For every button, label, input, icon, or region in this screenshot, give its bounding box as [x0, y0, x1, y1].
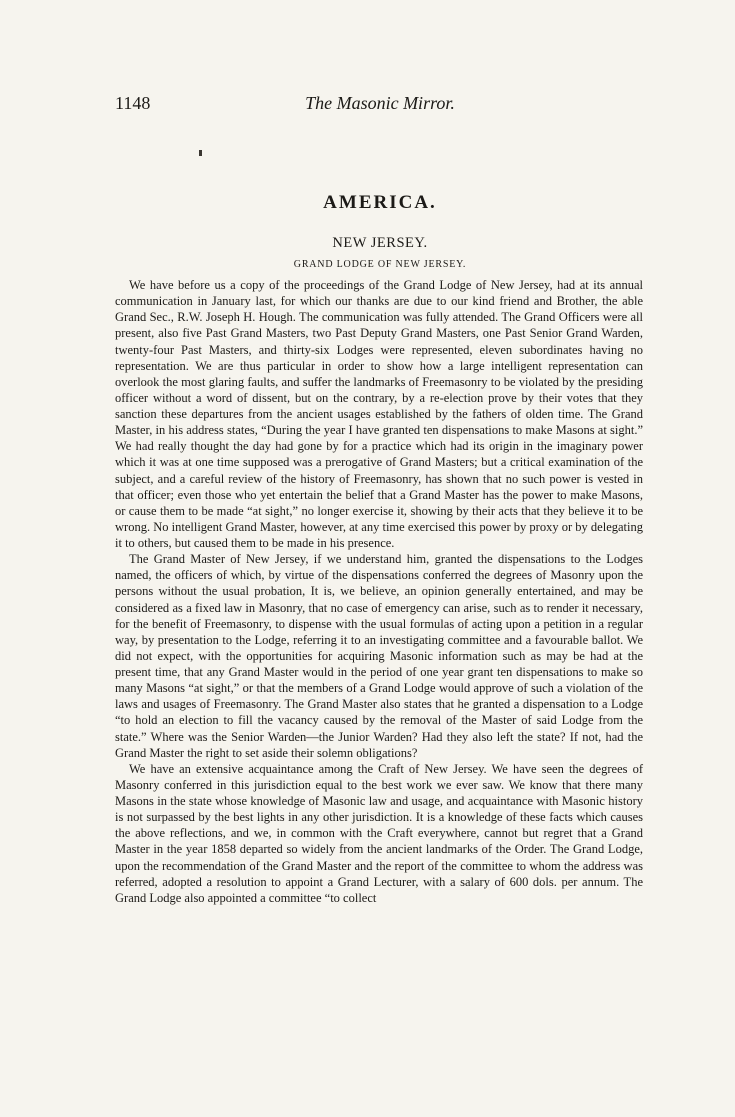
paragraph: We have before us a copy of the proceedings of the Grand Lodge of New Jersey, had at its annual communication in January last, for which our thanks are due to our kind friend and Brother, the able Grand Sec., R.W. Joseph H. Hough. The communication was fully attended. The Grand Officers were all present, also five Past Grand Masters, two Past Deputy Grand Masters, one Past Senior Grand Warden, twenty-four Past Masters, and thirty-six Lodges were represented, eleven subordinates having no representation. We are thus particular in order to show how a large intelligent representation can overlook the most glaring faults, and suffer the landmarks of Freemasonry to be violated by the presiding officer without a word of dissent, but on the contrary, by a re-election prove by their votes that they sanction these departures from the ancient usages established by the fathers of olden time. The Grand Master, in his address states, “During the year I have granted ten dispensations to make Masons at sight.” We had really thought the day had gone by for a practice which had its origin in the imaginary power which it was at one time supposed was a prerogative of Grand Masters; but a critical examination of the subject, and a careful review of the history of Freemasonry, has shown that no such power is vested in that officer; even those who yet entertain the belief that a Grand Master has the power to make Masons, or cause them to be made “at sight,” no longer exercise it, showing by their acts that they believe it to be wrong. No intelligent Grand Master, however, at any time exercised this power by proxy or by delegating it to others, but caused them to be made in his presence. — [115, 278, 643, 550]
paragraph: We have an extensive acquaintance among the Craft of New Jersey. We have seen the degrees of Masonry conferred in this jurisdiction equal to the best work we ever saw. We know that there many Masons in the state whose knowledge of Masonic law and usage, and acquaintance with Masonic history is not surpassed by the best lights in any other jurisdiction. It is a knowledge of these facts which causes the above reflections, and we, in common with the Craft everywhere, cannot but regret that a Grand Master in the year 1858 departed so widely from the ancient landmarks of the Order. The Grand Lodge, upon the recommendation of the Grand Master and the report of the committee to whom the address was referred, adopted a resolution to appoint a Grand Lecturer, with a salary of 600 dols. per annum. The Grand Lodge also appointed a committee “to collect — [115, 761, 643, 905]
paragraph: The Grand Master of New Jersey, if we understand him, granted the dispensations to the Lodges named, the officers of which, by virtue of the dispensations conferred the degrees of Masonry upon the persons without the usual probation, It is, we believe, an opinion generally entertained, and may be considered as a fixed law in Masonry, that no case of emergency can arise, such as to render it necessary, for the benefit of Freemasonry, to dispense with the usual formulas of acting upon a petition in a regular way, by presentation to the Lodge, referring it to an investigating committee and a favourable ballot. We did not expect, with the opportunities for acquiring Masonic information such as may be had at the present time, that any Grand Master would in the period of one year grant ten dispensations to make so many Masons “at sight,” or that the members of a Grand Lodge would approve of such a violation of the laws and usages of Freemasonry. The Grand Master also states that he granted a dispensation to a Lodge “to hold an election to fill the vacancy caused by the removal of the Master of said Lodge from the state.” Where was the Senior Warden—the Junior Warden? Had they also left the state? If not, had the Grand Master the right to set aside their solemn obligations? — [115, 552, 643, 760]
page-header — [115, 93, 645, 117]
article-section-heading: GRAND LODGE OF NEW JERSEY. — [293, 259, 467, 270]
article-body — [115, 277, 643, 906]
article-subtitle: NEW JERSEY. — [332, 235, 428, 251]
ink-mark — [199, 150, 202, 156]
running-title: The Masonic Mirror. — [305, 93, 455, 113]
article-title: AMERICA. — [323, 192, 437, 213]
page-number: 1148 — [115, 93, 151, 113]
